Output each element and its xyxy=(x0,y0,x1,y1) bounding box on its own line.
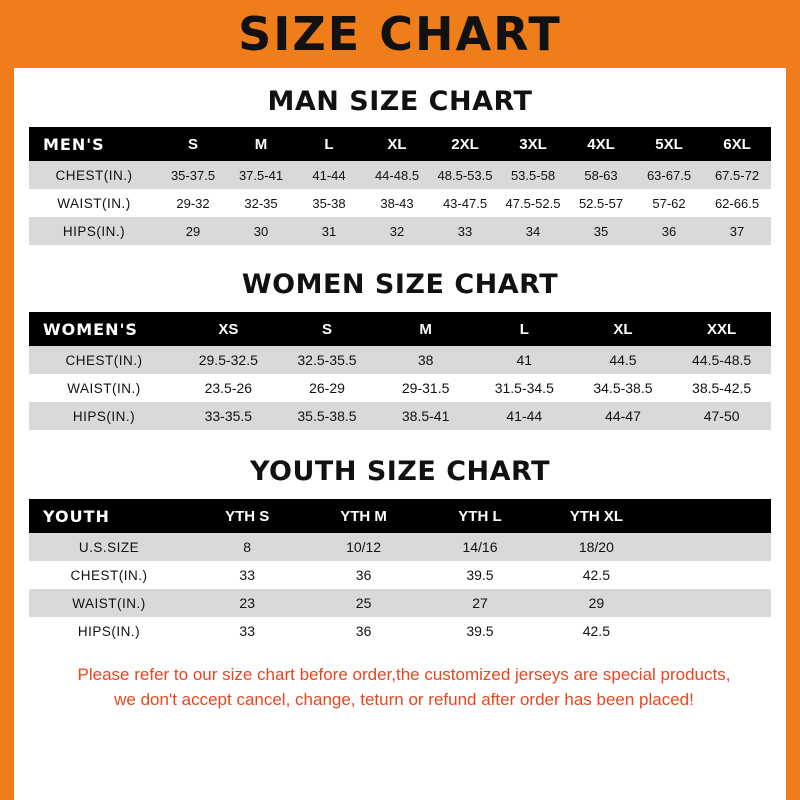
cell: 31 xyxy=(295,217,363,245)
cell: 53.5-58 xyxy=(499,161,567,189)
cell: 35-37.5 xyxy=(159,161,227,189)
page-banner xyxy=(14,0,786,68)
col-header: S xyxy=(278,312,377,346)
youth-size-table xyxy=(29,499,771,645)
row-label: HIPS(IN.) xyxy=(29,402,179,430)
cell: 14/16 xyxy=(422,533,538,561)
col-header: 5XL xyxy=(635,127,703,161)
cell: 29-32 xyxy=(159,189,227,217)
cell: 29.5-32.5 xyxy=(179,346,278,374)
cell: 38-43 xyxy=(363,189,431,217)
col-header: XL xyxy=(574,312,673,346)
table-row xyxy=(29,617,771,645)
cell-spacer xyxy=(655,561,771,589)
col-header: M xyxy=(227,127,295,161)
table-header-row xyxy=(29,127,771,161)
col-header-spacer xyxy=(655,499,771,533)
youth-section-title: YOUTH SIZE CHART xyxy=(249,456,551,487)
cell: 37 xyxy=(703,217,771,245)
cell: 38.5-42.5 xyxy=(672,374,771,402)
page-title: SIZE CHART xyxy=(238,7,562,61)
cell: 44-48.5 xyxy=(363,161,431,189)
row-label: CHEST(IN.) xyxy=(29,346,179,374)
cell: 10/12 xyxy=(305,533,421,561)
chart-content xyxy=(14,86,786,712)
cell: 42.5 xyxy=(538,561,654,589)
col-header: YTH M xyxy=(305,499,421,533)
cell: 35 xyxy=(567,217,635,245)
cell: 33-35.5 xyxy=(179,402,278,430)
col-header: XS xyxy=(179,312,278,346)
table-header-row xyxy=(29,499,771,533)
cell: 18/20 xyxy=(538,533,654,561)
table-row xyxy=(29,217,771,245)
cell: 26-29 xyxy=(278,374,377,402)
table-row xyxy=(29,189,771,217)
row-label: WAIST(IN.) xyxy=(29,589,189,617)
cell: 34.5-38.5 xyxy=(574,374,673,402)
cell: 41-44 xyxy=(475,402,574,430)
cell: 33 xyxy=(189,561,305,589)
col-header: YTH XL xyxy=(538,499,654,533)
table-row xyxy=(29,561,771,589)
table-row xyxy=(29,346,771,374)
cell: 27 xyxy=(422,589,538,617)
cell: 35.5-38.5 xyxy=(278,402,377,430)
col-header: S xyxy=(159,127,227,161)
cell: 30 xyxy=(227,217,295,245)
cell: 39.5 xyxy=(422,561,538,589)
cell-spacer xyxy=(655,617,771,645)
cell: 47-50 xyxy=(672,402,771,430)
cell: 35-38 xyxy=(295,189,363,217)
cell: 62-66.5 xyxy=(703,189,771,217)
row-label: HIPS(IN.) xyxy=(29,217,159,245)
cell: 63-67.5 xyxy=(635,161,703,189)
col-header: YTH S xyxy=(189,499,305,533)
footer-disclaimer xyxy=(24,663,784,712)
cell: 42.5 xyxy=(538,617,654,645)
cell: 34 xyxy=(499,217,567,245)
cell: 44-47 xyxy=(574,402,673,430)
cell: 25 xyxy=(305,589,421,617)
cell: 58-63 xyxy=(567,161,635,189)
col-header: 2XL xyxy=(431,127,499,161)
row-label: CHEST(IN.) xyxy=(29,561,189,589)
cell: 44.5 xyxy=(574,346,673,374)
col-header: L xyxy=(295,127,363,161)
row-label: U.S.SIZE xyxy=(29,533,189,561)
cell: 36 xyxy=(305,561,421,589)
col-header: XL xyxy=(363,127,431,161)
col-header: YTH L xyxy=(422,499,538,533)
cell: 48.5-53.5 xyxy=(431,161,499,189)
cell: 39.5 xyxy=(422,617,538,645)
cell: 44.5-48.5 xyxy=(672,346,771,374)
cell: 32.5-35.5 xyxy=(278,346,377,374)
col-header: WOMEN'S xyxy=(29,312,179,346)
cell-spacer xyxy=(655,533,771,561)
cell: 8 xyxy=(189,533,305,561)
table-row xyxy=(29,589,771,617)
row-label: WAIST(IN.) xyxy=(29,374,179,402)
cell: 32-35 xyxy=(227,189,295,217)
man-size-table xyxy=(29,127,771,245)
footer-line-2: we don't accept cancel, change, teturn or refund after order has been placed! xyxy=(114,689,694,709)
cell: 38 xyxy=(376,346,475,374)
col-header: 3XL xyxy=(499,127,567,161)
cell: 31.5-34.5 xyxy=(475,374,574,402)
cell: 57-62 xyxy=(635,189,703,217)
table-row xyxy=(29,374,771,402)
cell: 29 xyxy=(538,589,654,617)
table-row xyxy=(29,161,771,189)
footer-line-1: Please refer to our size chart before order,the customized jerseys are special products, xyxy=(77,665,731,684)
table-row xyxy=(29,533,771,561)
row-label: WAIST(IN.) xyxy=(29,189,159,217)
cell: 29 xyxy=(159,217,227,245)
cell: 23 xyxy=(189,589,305,617)
col-header: 6XL xyxy=(703,127,771,161)
cell: 41 xyxy=(475,346,574,374)
cell: 47.5-52.5 xyxy=(499,189,567,217)
table-row xyxy=(29,402,771,430)
row-label: HIPS(IN.) xyxy=(29,617,189,645)
cell: 38.5-41 xyxy=(376,402,475,430)
women-size-table xyxy=(29,312,771,430)
man-section-title: MAN SIZE CHART xyxy=(267,86,533,117)
cell: 33 xyxy=(189,617,305,645)
cell: 37.5-41 xyxy=(227,161,295,189)
cell: 41-44 xyxy=(295,161,363,189)
cell: 43-47.5 xyxy=(431,189,499,217)
cell: 23.5-26 xyxy=(179,374,278,402)
cell: 52.5-57 xyxy=(567,189,635,217)
col-header: L xyxy=(475,312,574,346)
cell-spacer xyxy=(655,589,771,617)
row-label: CHEST(IN.) xyxy=(29,161,159,189)
cell: 36 xyxy=(305,617,421,645)
cell: 33 xyxy=(431,217,499,245)
table-header-row xyxy=(29,312,771,346)
cell: 67.5-72 xyxy=(703,161,771,189)
col-header: XXL xyxy=(672,312,771,346)
col-header: YOUTH xyxy=(29,499,189,533)
cell: 32 xyxy=(363,217,431,245)
col-header: MEN'S xyxy=(29,127,159,161)
col-header: 4XL xyxy=(567,127,635,161)
cell: 36 xyxy=(635,217,703,245)
cell: 29-31.5 xyxy=(376,374,475,402)
col-header: M xyxy=(376,312,475,346)
women-section-title: WOMEN SIZE CHART xyxy=(241,269,559,300)
